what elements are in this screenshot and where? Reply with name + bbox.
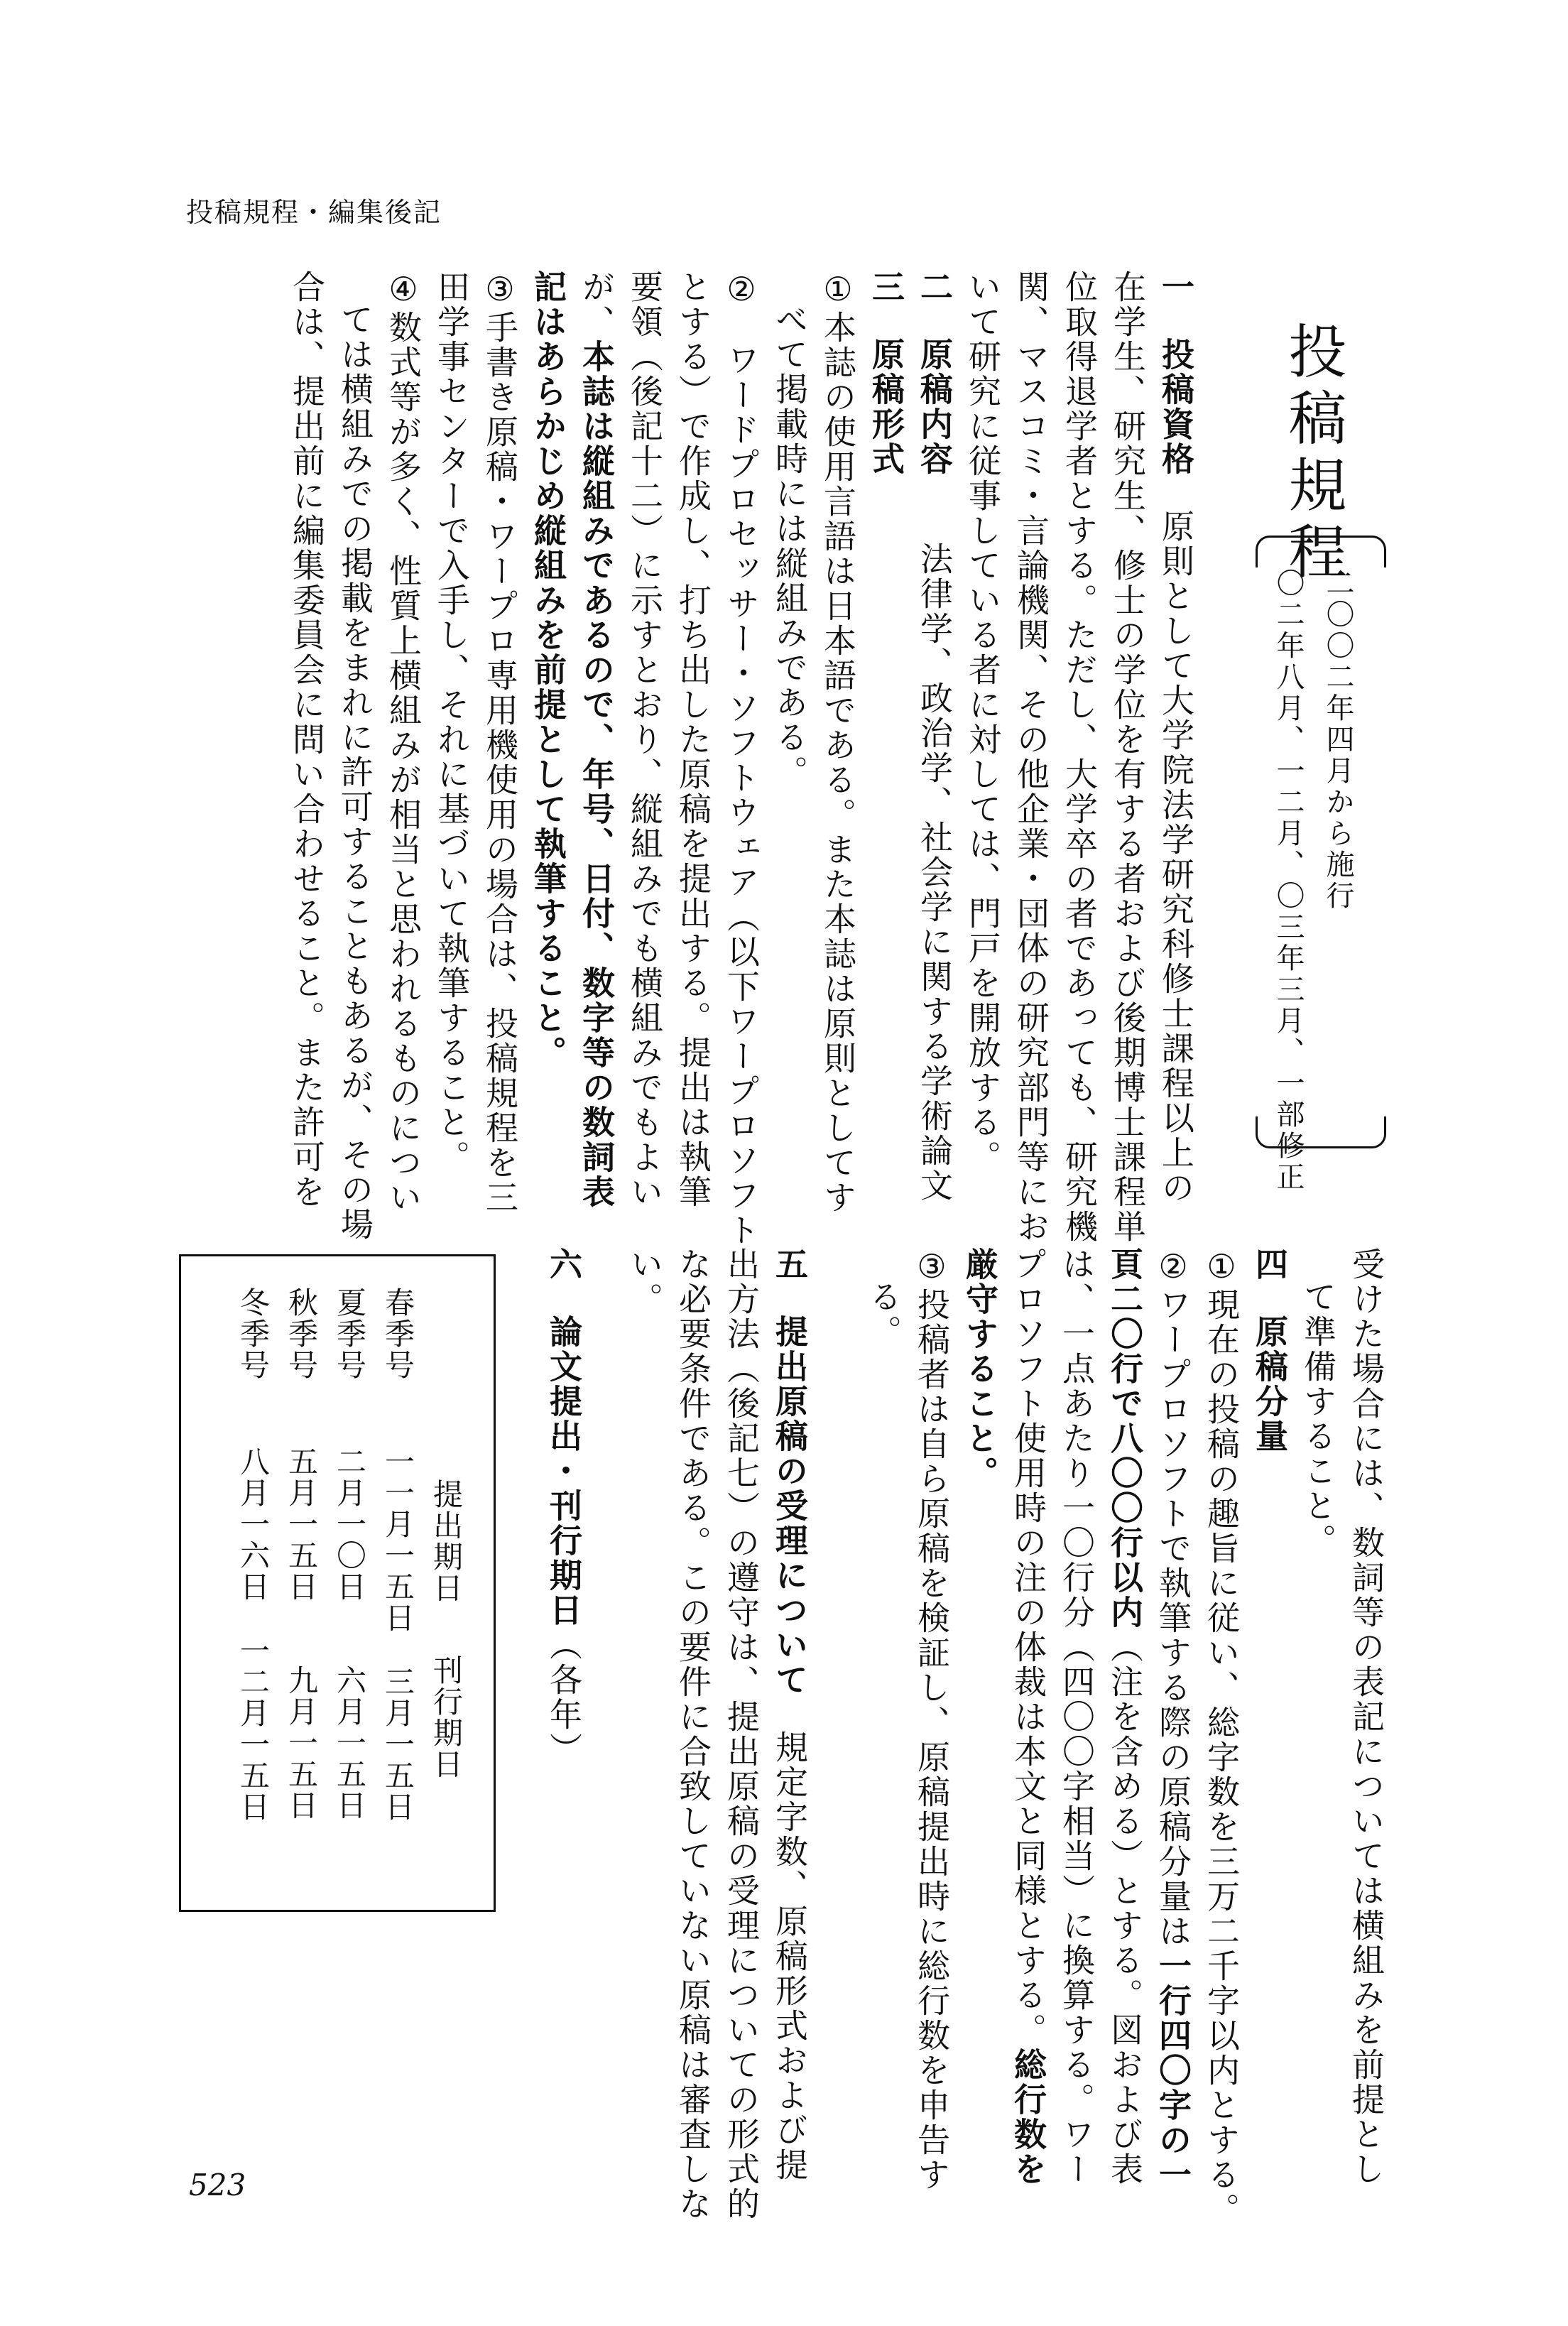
section-3-item-3-line-1 — [476, 270, 524, 1215]
section-3-item-1-line-1 — [814, 270, 862, 1215]
schedule-row-summer — [328, 1287, 371, 1821]
section-3-item-4-line-5: て準備すること。 — [1299, 1280, 1337, 1558]
section-2-line — [910, 270, 959, 1203]
schedule-row-season: 夏季号 — [332, 1287, 367, 1381]
section-4-item-2-line-1 — [1149, 1247, 1197, 2192]
section-3-item-4-text: 数式等が多く、性質上横組みが相当と思われるものについ — [384, 310, 423, 1215]
section-4-item-3-marker: ③ — [913, 1247, 951, 1288]
section-4-item-2-line-5: 厳守すること。 — [961, 1247, 999, 1491]
section-4-item-3-text: 投稿者は自ら原稿を検証し、原稿提出時に総行数を申告す — [913, 1288, 951, 2192]
section-3-item-2-line-4b: 本誌は縦組みであるので、年号、日付、数字等の数詞表 — [577, 339, 616, 1210]
schedule-row-publish: 一二月一五日 — [236, 1635, 271, 1822]
section-4-item-2-text-b: 一行四〇字の一 — [1154, 1949, 1192, 2192]
running-header: 投稿規程・編集後記 — [186, 197, 442, 228]
subtitle-bracket-bottom — [1256, 1116, 1386, 1148]
section-4-item-3-line-2: る。 — [864, 1280, 903, 1349]
section-4-item-2-line-2a: 頁二〇行で八〇〇行以内 — [1106, 1247, 1144, 1630]
section-3-item-4-line-3: 合は、提出前に編集委員会に問い合わせること。また許可を — [288, 270, 326, 1210]
section-3-item-1-text: 本誌の使用言語は日本語である。また本誌は原則としてす — [819, 310, 857, 1215]
section-2-text: 法律学、政治学、社会学に関する学術論文 — [915, 542, 954, 1203]
section-4-item-2-line-4a: プロソフト使用時の注の体裁は本文と同様とする。 — [1009, 1247, 1047, 2048]
schedule-row-season: 冬季号 — [236, 1287, 271, 1381]
page-title: 投稿規程 — [1279, 321, 1346, 588]
schedule-row-season: 秋季号 — [284, 1287, 319, 1381]
section-3-item-2-line-5: 記はあらかじめ縦組みを前提として執筆すること。 — [529, 270, 567, 1070]
section-2-number: 二 — [915, 270, 954, 305]
schedule-header-row — [425, 1287, 467, 1780]
section-5-line-3: な必要条件である。この要件に合致していない原稿は審査しな — [674, 1247, 712, 2222]
subtitle-line-1: 二〇〇二年四月から施行 — [1322, 568, 1354, 912]
section-3-item-1-line-2: べて掲載時には縦組みである。 — [771, 303, 809, 790]
section-3-item-2-marker: ② — [722, 270, 761, 310]
section-3-item-1-marker: ① — [819, 270, 857, 310]
schedule-col-submit: 提出期日 — [429, 1479, 464, 1604]
schedule-row-season: 春季号 — [381, 1287, 415, 1381]
section-5-line-1 — [766, 1247, 814, 2183]
section-3-item-2-line-3: 要領（後記十二）に示すとおり、縦組みでも横組みでもよい — [626, 270, 664, 1210]
schedule-row-submit: 二月一〇日 — [332, 1446, 367, 1602]
schedule-row-submit: 五月一五日 — [284, 1446, 319, 1602]
section-4-item-2-marker: ② — [1154, 1247, 1192, 1288]
section-6-line — [540, 1247, 588, 1767]
section-2-heading: 原稿内容 — [915, 337, 954, 477]
section-3-item-4-line-4: 受けた場合には、数詞等の表記については横組みを前提とし — [1347, 1247, 1385, 2187]
section-5-number: 五 — [771, 1247, 809, 1282]
schedule-row-publish: 六月一五日 — [332, 1665, 367, 1821]
page-number: 523 — [189, 2168, 246, 2202]
section-1-line-3: 位取得退学者とする。ただし、大学卒の者であっても、研究機 — [1060, 270, 1099, 1244]
section-1-number: 一 — [1157, 270, 1195, 305]
section-4-item-2-line-2 — [1101, 1247, 1149, 2187]
section-4-item-1-line-1 — [1197, 1247, 1246, 2227]
schedule-row-spring — [376, 1287, 419, 1822]
section-4-item-3-line-1 — [908, 1247, 956, 2192]
schedule-row-submit: 一一月一五日 — [381, 1446, 415, 1634]
section-3-heading-line — [862, 270, 910, 477]
section-5-text: 規定字数、原稿形式および提 — [771, 1730, 809, 2183]
section-4-item-2-text-a: ワープロソフトで執筆する際の原稿分量は — [1154, 1288, 1192, 1949]
section-3-item-2-line-4a: が、 — [577, 270, 616, 339]
section-6-heading: 論文提出・刊行期日 — [545, 1315, 583, 1628]
section-6-note: （各年） — [545, 1628, 583, 1767]
schedule-row-publish: 三月一五日 — [381, 1666, 415, 1822]
section-4-item-1-text: 現在の投稿の趣旨に従い、総字数を三万二千字以内とする。 — [1202, 1288, 1241, 2227]
section-4-heading: 原稿分量 — [1251, 1315, 1289, 1454]
subtitle-line-2: 〇二年八月、一二月、〇三年三月、一部修正 — [1272, 568, 1305, 1193]
section-1-line-2: 在学生、研究生、修士の学位を有する者および後期博士課程単 — [1109, 270, 1147, 1244]
section-4-item-2-line-4b: 総行数を — [1009, 2048, 1047, 2187]
section-5-line-2: 出方法（後記七）の遵守は、提出原稿の受理についての形式的 — [722, 1247, 761, 2222]
section-4-number: 四 — [1251, 1247, 1289, 1282]
section-1-line-5: いて研究に従事している者に対しては、門戸を開放する。 — [964, 270, 1002, 1175]
section-4-heading-line — [1246, 1247, 1294, 1454]
section-3-item-2-line-4 — [572, 270, 621, 1210]
section-3-item-4-line-2: ては横組みでの掲載をまれに許可することもあるが、その場 — [336, 303, 374, 1242]
schedule-row-winter — [232, 1287, 274, 1822]
section-3-item-3-marker: ③ — [481, 270, 519, 310]
section-3-heading: 原稿形式 — [867, 337, 905, 477]
section-1-text: 原則として大学院法学研究科修士課程以上の — [1157, 509, 1195, 1205]
section-4-item-2-line-4 — [1004, 1247, 1052, 2187]
section-4-item-2-line-3: は、一点あたり一〇行分（四〇〇字相当）に換算する。ワー — [1057, 1247, 1096, 2187]
section-6-number: 六 — [545, 1247, 583, 1282]
schedule-row-submit: 八月一六日 — [236, 1446, 271, 1602]
section-4-item-1-marker: ① — [1202, 1247, 1241, 1288]
section-3-item-3-text: 手書き原稿・ワープロ専用機使用の場合は、投稿規程を三 — [481, 310, 519, 1215]
section-3-item-3-line-2: 田学事センターで入手し、それに基づいて執筆すること。 — [432, 270, 471, 1175]
schedule-col-publish: 刊行期日 — [429, 1655, 464, 1780]
section-5-line-4: い。 — [626, 1247, 664, 1317]
section-3-item-2-line-2: とする）で作成し、打ち出した原稿を提出する。提出は執筆 — [674, 270, 712, 1210]
section-1-heading: 投稿資格 — [1157, 337, 1195, 477]
schedule-row-publish: 九月一五日 — [284, 1665, 319, 1821]
section-1-line-1 — [1152, 270, 1200, 1205]
section-4-item-2-line-2b: （注を含める）とする。図および表 — [1106, 1630, 1144, 2187]
subtitle-bracket-top — [1256, 536, 1386, 567]
section-3-item-4-marker: ④ — [384, 270, 423, 310]
section-3-item-2-text: ワードプロセッサー・ソフトウェア（以下ワープロソフト — [722, 343, 761, 1248]
section-5-heading: 提出原稿の受理について — [771, 1315, 809, 1697]
section-3-number: 三 — [867, 270, 905, 305]
section-3-item-2-line-1 — [717, 270, 766, 1248]
section-3-item-4-line-1 — [379, 270, 428, 1215]
schedule-row-autumn — [280, 1287, 322, 1821]
section-1-line-4: 関、マスコミ・言論機関、その他企業・団体の研究部門等にお — [1012, 270, 1050, 1244]
